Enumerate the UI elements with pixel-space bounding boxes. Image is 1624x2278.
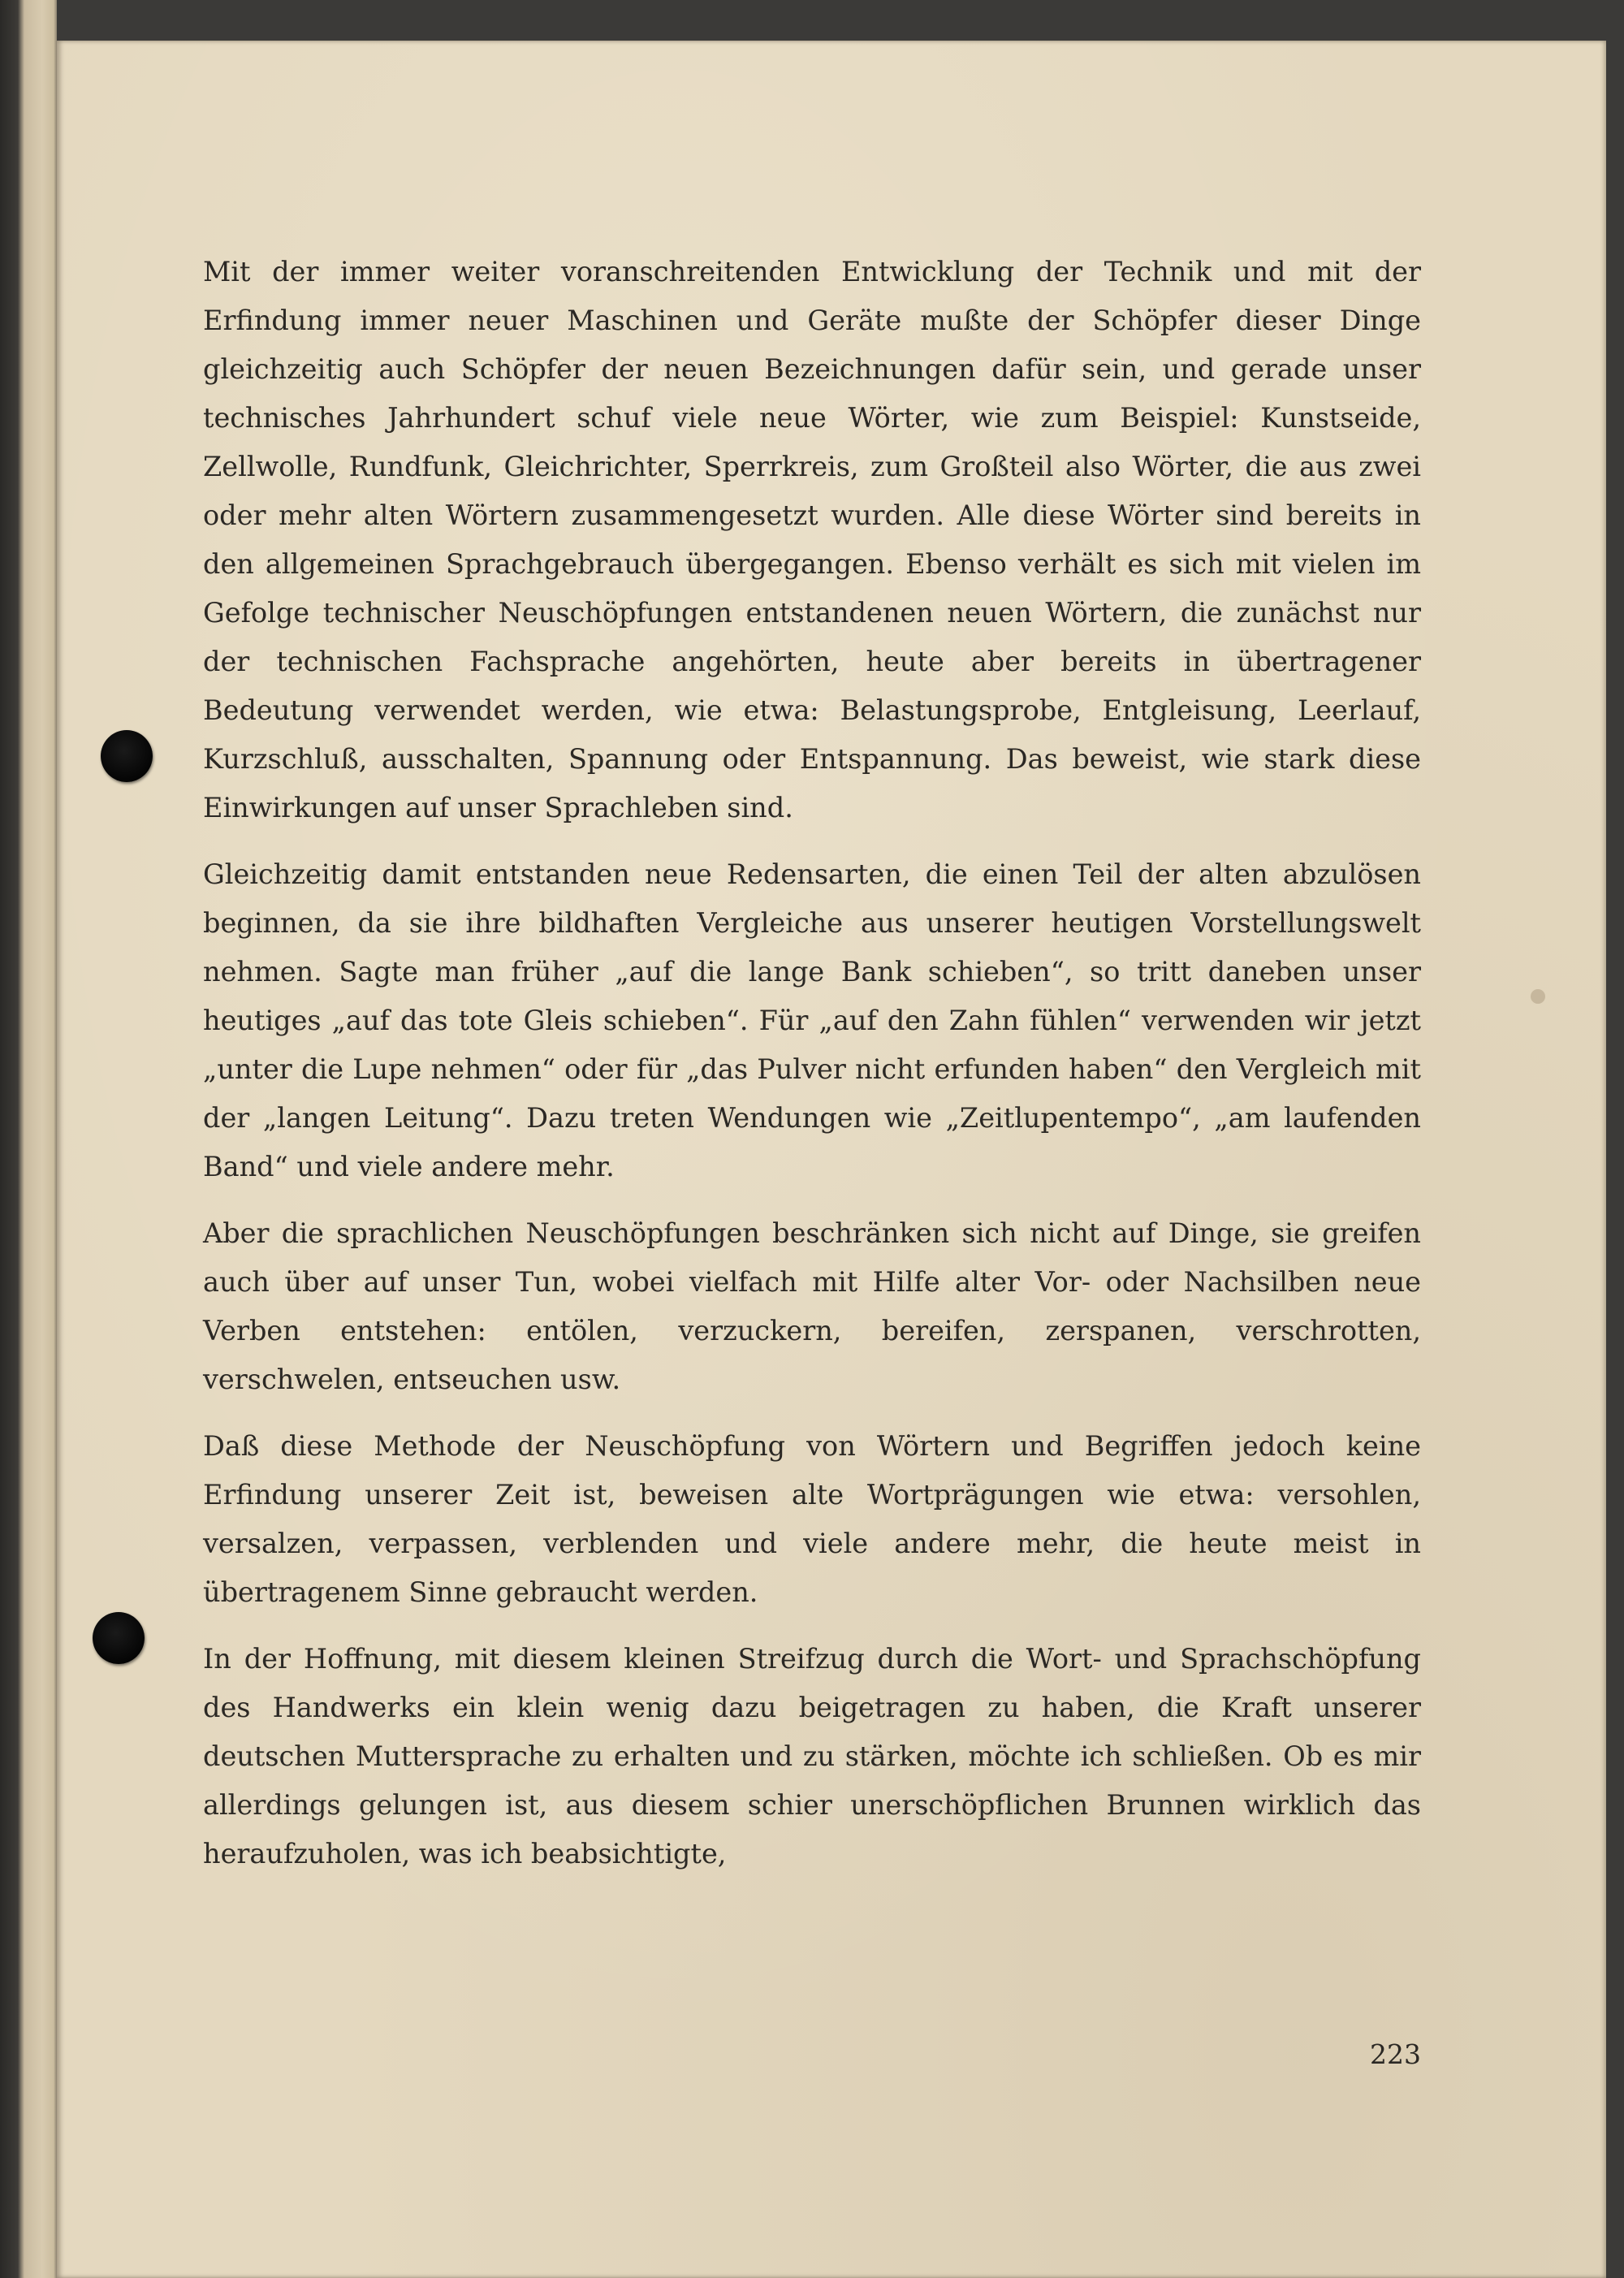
paragraph-3: Aber die sprachlichen Neuschöpfungen beschränken sich nicht auf Dinge, sie greifen auch über auf unser Tun, wobei vielfach mit Hilfe alter Vor- oder Nachsilben neue Verben entstehen: entölen, verzuckern, bereifen, zerspanen, verschrotten, verschwelen, entseuchen usw. (203, 1217, 1421, 1395)
punch-hole-top (101, 730, 153, 782)
paragraph-5: In der Hoffnung, mit diesem kleinen Streifzug durch die Wort- und Sprachschöpfung des Handwerks ein klein wenig dazu beigetragen zu haben, die Kraft unserer deutschen Muttersprache zu erhalten und zu stärken, möchte ich schließen. Ob es mir allerdings gelungen ist, aus diesem schier unerschöpflichen Brunnen wirklich das heraufzuholen, was ich beabsichtigte, (203, 1643, 1421, 1870)
body-text (203, 248, 1421, 1896)
paragraph-2: Gleichzeitig damit entstanden neue Redensarten, die einen Teil der alten abzulösen beginnen, da sie ihre bildhaften Vergleiche aus unserer heutigen Vorstellungswelt nehmen. Sagte man früher „auf die lange Bank schieben“, so tritt daneben unser heutiges „auf das tote Gleis schieben“. Für „auf den Zahn fühlen“ verwenden wir jetzt „unter die Lupe nehmen“ oder für „das Pulver nicht erfunden haben“ den Vergleich mit der „langen Leitung“. Dazu treten Wendungen wie „Zeitlupentempo“, „am laufenden Band“ und viele andere mehr. (203, 858, 1421, 1182)
punch-hole-bottom (93, 1612, 145, 1664)
paragraph-4: Daß diese Methode der Neuschöpfung von Wörtern und Begriffen jedoch keine Erfindung unserer Zeit ist, beweisen alte Wortprägungen wie etwa: versohlen, versalzen, verpassen, verblenden und viele andere mehr, die heute meist in übertragenem Sinne gebraucht werden. (203, 1430, 1421, 1608)
paragraph-1: Mit der immer weiter voranschreitenden Entwicklung der Technik und mit der Erfindung immer neuer Maschinen und Geräte mußte der Schöpfer dieser Dinge gleichzeitig auch Schöpfer der neuen Bezeichnungen dafür sein, und gerade unser technisches Jahrhundert schuf viele neue Wörter, wie zum Beispiel: Kunstseide, Zellwolle, Rundfunk, Gleichrichter, Sperrkreis, zum Großteil also Wörter, die aus zwei oder mehr alten Wörtern zusammengesetzt wurden. Alle diese Wörter sind bereits in den allgemeinen Sprachgebrauch übergegangen. Ebenso verhält es sich mit vielen im Gefolge technischer Neuschöpfungen entstandenen neuen Wörtern, die zunächst nur der technischen Fachsprache angehörten, heute aber bereits in übertragener Bedeutung verwendet werden, wie etwa: Belastungsprobe, Entgleisung, Leerlauf, Kurzschluß, ausschalten, Spannung oder Entspannung. Das beweist, wie stark diese Einwirkungen auf unser Sprachleben sind. (203, 256, 1421, 823)
book-spine (0, 0, 57, 2278)
paper-stain (1531, 989, 1545, 1004)
page-number: 223 (1370, 2038, 1421, 2070)
book-page (57, 41, 1606, 2278)
